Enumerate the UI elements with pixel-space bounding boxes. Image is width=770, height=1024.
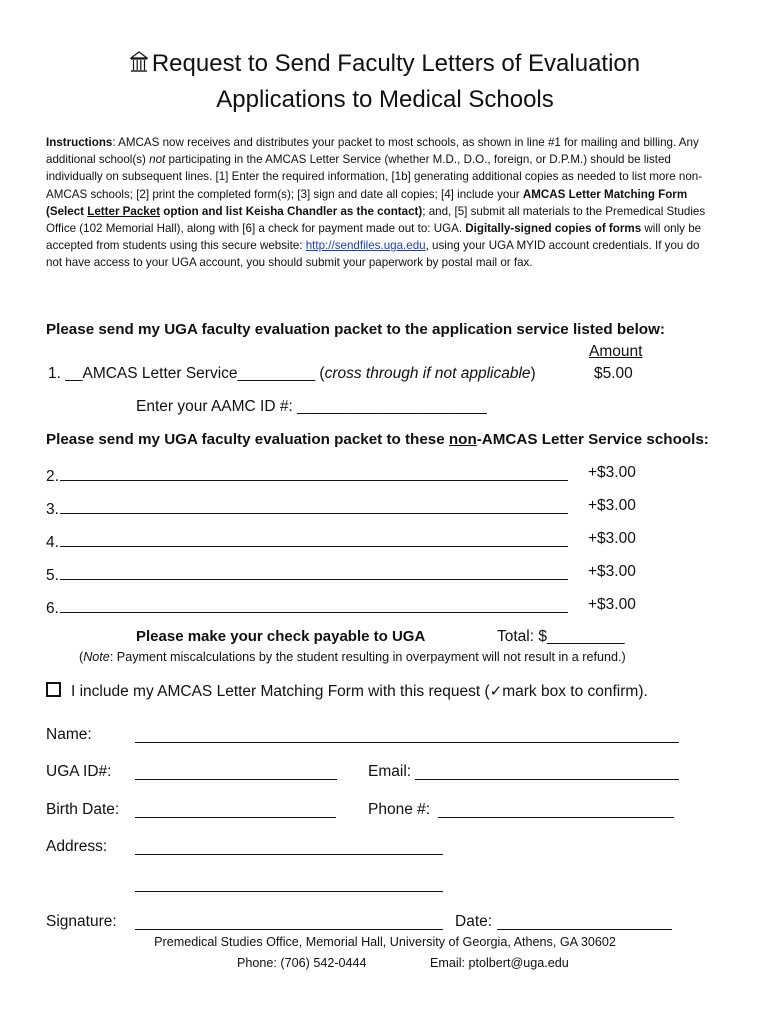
checkbox-icon[interactable] [46, 682, 61, 697]
title-text-1: Request to Send Faculty Letters of Evaluation [151, 50, 641, 77]
school-fee-3: +$3.00 [588, 497, 636, 514]
school-line-6[interactable]: 6. [46, 596, 568, 618]
instructions-text-4: will only be accepted from students using this secure website: [46, 222, 702, 253]
school-fee-4: +$3.00 [588, 530, 636, 547]
check-payable-label: Please make your check payable to UGA [136, 628, 426, 645]
email-label: Email: [368, 763, 412, 780]
date-input-line[interactable] [497, 929, 672, 930]
section2-heading: Please send my UGA faculty evaluation packet to these non-AMCAS Letter Service schools: [46, 431, 709, 448]
address-input-line-1[interactable] [135, 854, 443, 855]
footer-address: Premedical Studies Office, Memorial Hall, University of Georgia, Athens, GA 30602 [154, 935, 616, 949]
school-line-4[interactable]: 4. [46, 530, 568, 552]
school-fee-2: +$3.00 [588, 464, 636, 481]
footer-phone: Phone: (706) 542-0444 [237, 956, 367, 970]
instructions-paragraph [46, 134, 718, 272]
school-line-5[interactable]: 5. [46, 563, 568, 585]
name-label: Name: [46, 726, 92, 743]
signature-input-line[interactable] [135, 929, 443, 930]
name-input-line[interactable] [135, 742, 679, 743]
check-mark-icon: ✓ [489, 683, 503, 700]
confirm-matching-form[interactable]: I include my AMCAS Letter Matching Form with this request (✓mark box to confirm). [46, 682, 648, 701]
address-label: Address: [46, 838, 108, 855]
date-label: Date: [455, 913, 493, 930]
page-title-line2: Applications to Medical Schools [216, 86, 554, 113]
email-input-line[interactable] [415, 779, 679, 780]
instructions-label: Instructions [46, 136, 113, 149]
school-fee-5: +$3.00 [588, 563, 636, 580]
uga-id-label: UGA ID#: [46, 763, 112, 780]
school-line-2[interactable]: 2. [46, 464, 568, 486]
aamc-id-field[interactable]: Enter your AAMC ID #: ______________________ [136, 398, 487, 415]
amcas-service-line[interactable]: 1. __AMCAS Letter Service_________ (cross through if not applicable) [48, 365, 536, 382]
section1-heading: Please send my UGA faculty evaluation packet to the application service listed below: [46, 321, 665, 338]
footer-email: Email: ptolbert@uga.edu [430, 956, 569, 970]
address-input-line-2[interactable] [135, 891, 443, 892]
birth-date-label: Birth Date: [46, 801, 120, 818]
phone-label: Phone #: [368, 801, 431, 818]
school-line-3[interactable]: 3. [46, 497, 568, 519]
instructions-form-bold: AMCAS Letter Matching Form (Select Letter Packet option and list Keisha Chandler as the contact) [46, 187, 688, 218]
instructions-text-3: ; and, [5] submit all materials to the Premedical Studies Office (102 Memorial Hall), along with [6] a check for payment made out to: UGA. [46, 204, 706, 236]
signature-label: Signature: [46, 913, 117, 930]
payment-note: (Note: Payment miscalculations by the student resulting in overpayment will not result in a refund.) [79, 650, 626, 664]
instructions-text-1: : AMCAS now receives and distributes your packet to most schools, as shown in line #1 for mailing and billing. Any additional school(s) [46, 136, 699, 167]
total-field[interactable]: Total: $_________ [497, 628, 625, 645]
page-title-line1 [0, 48, 770, 80]
sendfiles-link[interactable]: http://sendfiles.uga.edu [305, 239, 426, 253]
uga-id-input-line[interactable] [135, 779, 337, 780]
instructions-not: not [149, 153, 166, 167]
instructions-digital-bold: Digitally-signed copies of forms [465, 222, 642, 236]
instructions-text-2: participating in the AMCAS Letter Service (whether M.D., D.O., foreign, or D.P.M.) should be listed individually on subsequent lines. [1] Enter the required information, [1b] generating additional copies as needed to list more non-AMCAS schools; [2] print the completed form(s); [3] sign and date all copies; [4] include your [46, 153, 703, 201]
phone-input-line[interactable] [438, 817, 674, 818]
arch-logo-icon [130, 51, 148, 73]
school-fee-6: +$3.00 [588, 596, 636, 613]
amcas-amount: $5.00 [594, 365, 633, 382]
birth-date-input-line[interactable] [135, 817, 336, 818]
instructions-text-5: , using your UGA MYID account credentials. If you do not have access to your UGA account, you should submit your paperwork by postal mail or fax. [46, 239, 700, 270]
amount-header: Amount [589, 343, 643, 360]
cross-through-note: cross through if not applicable [324, 365, 531, 382]
